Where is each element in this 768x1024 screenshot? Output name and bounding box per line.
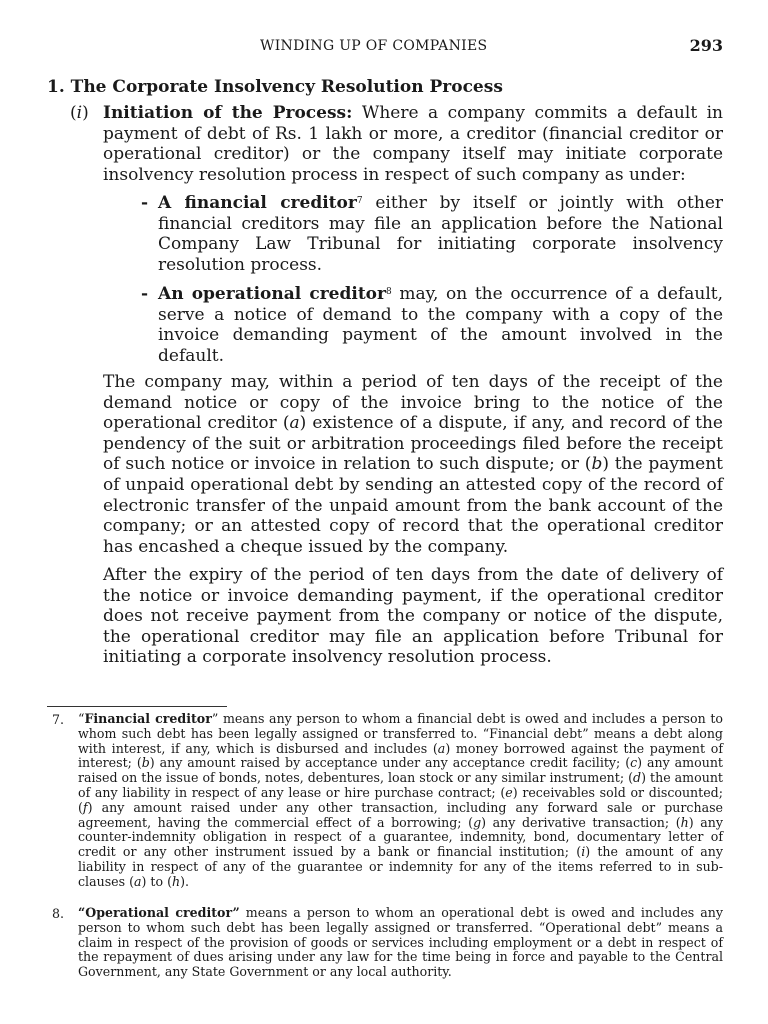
clause-letter: e xyxy=(505,784,513,800)
quote-mark: “ xyxy=(78,711,85,726)
running-header xyxy=(0,36,768,58)
bullet-operational-creditor xyxy=(158,284,723,366)
clause-letter: i xyxy=(581,844,586,860)
clause-letter: a xyxy=(134,873,142,889)
paragraph-dispute xyxy=(103,372,723,557)
clause-letter: d xyxy=(633,770,642,786)
paragraph-text: ) the payment of unpaid operational debt by sending an attested copy of the record of electronic transfer of the unpaid amount from the bank account of the company; or an attested copy of record that the operational creditor has encashed a cheque issued by the company. xyxy=(103,454,723,557)
item-text: Where a company commits a default in payment of debt of Rs. 1 lakh or more, a creditor (financial creditor or operational creditor) or the company itself may initiate corporate insolvency resolution process in respect of such company as under: xyxy=(103,103,723,185)
clause-letter: b xyxy=(591,454,603,475)
footnote-text: ) any amount raised by acceptance under any acceptance credit facility; ( xyxy=(149,755,631,771)
section-heading: 1. The Corporate Insolvency Resolution Process xyxy=(47,77,503,97)
footnote-operational-creditor xyxy=(78,906,723,980)
footnote-lead: “Operational creditor” xyxy=(78,905,240,920)
footnote-text: ) to ( xyxy=(141,873,172,889)
item-label: (i) xyxy=(70,103,89,123)
paragraph-text: ) existence of a dispute, if any, and record of the pendency of the suit or arbitration proceedings filed before the receipt of such notice or invoice in relation to such dispute; or ( xyxy=(103,413,723,475)
clause-letter: c xyxy=(630,755,638,771)
paragraph-expiry: After the expiry of the period of ten days from the date of delivery of the notice or invoice demanding payment, if the operational creditor does not receive payment from the company or notice of the dispute, the operational creditor may file an application before Tribunal for initiating a corporate insolvency resolution process. xyxy=(103,565,723,668)
bullet-dash: - xyxy=(141,284,149,304)
clause-letter: a xyxy=(437,740,446,756)
footnote-number: 8. xyxy=(52,906,65,921)
footnote-divider xyxy=(47,706,227,707)
footnote-text: ) money borrowed against the payment of interest; ( xyxy=(78,740,723,771)
footnote-number: 7. xyxy=(52,712,65,727)
clause-letter: f xyxy=(82,799,88,815)
bullet-dash: - xyxy=(141,193,149,213)
paragraph-text: The company may, within a period of ten days of the receipt of the demand notice or copy of the invoice bring to the notice of the operational creditor ( xyxy=(103,372,723,434)
footnote-text: ) any counter-indemnity obligation in respect of a guarantee, indemnity, bond, documentary letter of credit or any other instrument issued by a bank or financial institution; ( xyxy=(78,814,724,860)
bullet-financial-creditor xyxy=(158,193,723,275)
item-paragraph xyxy=(103,103,723,185)
footnote-financial-creditor xyxy=(78,712,723,890)
footnote-text: ). xyxy=(180,873,190,889)
running-header-title: WINDING UP OF COMPANIES xyxy=(260,38,488,54)
clause-letter: b xyxy=(141,755,150,771)
bullet-text: may, on the occurrence of a default, serve a notice of demand to the company with a copy of the invoice demanding payment of the amount involved in the default. xyxy=(158,284,723,366)
footnote-ref[interactable]: 8 xyxy=(385,287,392,297)
clause-letter: g xyxy=(473,814,482,830)
clause-letter: h xyxy=(172,873,181,889)
footnote-text: ) any derivative transaction; ( xyxy=(481,814,681,830)
clause-letter: a xyxy=(289,413,300,434)
footnote-text: means any person to whom a financial debt is owed and includes a person to whom such debt has been legally assigned or transferred to. “Financial debt” means a debt along with interest, if any, which is disbursed and includes ( xyxy=(78,711,723,756)
footnote-text: ) receivables sold or discounted; ( xyxy=(78,784,723,815)
bullet-lead: A financial creditor xyxy=(158,193,357,213)
bullet-text: either by itself or jointly with other financial creditors may file an application before the National Company Law Tribunal for initiating corporate insolvency resolution process. xyxy=(158,193,724,275)
item-title: Initiation of the Process: xyxy=(103,103,353,123)
footnote-ref[interactable]: 7 xyxy=(356,196,363,206)
page-number: 293 xyxy=(689,36,723,55)
footnote-text: means a person to whom an operational debt is owed and includes any person to whom such debt has been legally assigned or transferred. “Operational debt” means a claim in respect of the provision of goods or services including employment or a debt in respect of the repayment of dues arising under any law for the time being in force and payable to the Central Government, any State Government or any local authority. xyxy=(78,905,723,980)
footnote-text: ) any amount raised on the issue of bonds, notes, debentures, loan stock or any similar instrument; ( xyxy=(78,755,723,786)
clause-letter: h xyxy=(680,814,689,830)
quote-mark: ” xyxy=(211,711,219,726)
footnote-text: ) the amount of any liability in respect of any of the guarantee or indemnity for any of the items referred to in sub-clauses ( xyxy=(78,844,723,889)
bullet-lead: An operational creditor xyxy=(158,284,386,304)
footnote-lead: Financial creditor xyxy=(84,711,212,726)
footnote-text: ) any amount raised under any other transaction, including any forward sale or purchase agreement, having the commercial effect of a borrowing; ( xyxy=(78,799,723,830)
footnote-text: ) the amount of any liability in respect of any lease or hire purchase contract; ( xyxy=(78,770,723,800)
